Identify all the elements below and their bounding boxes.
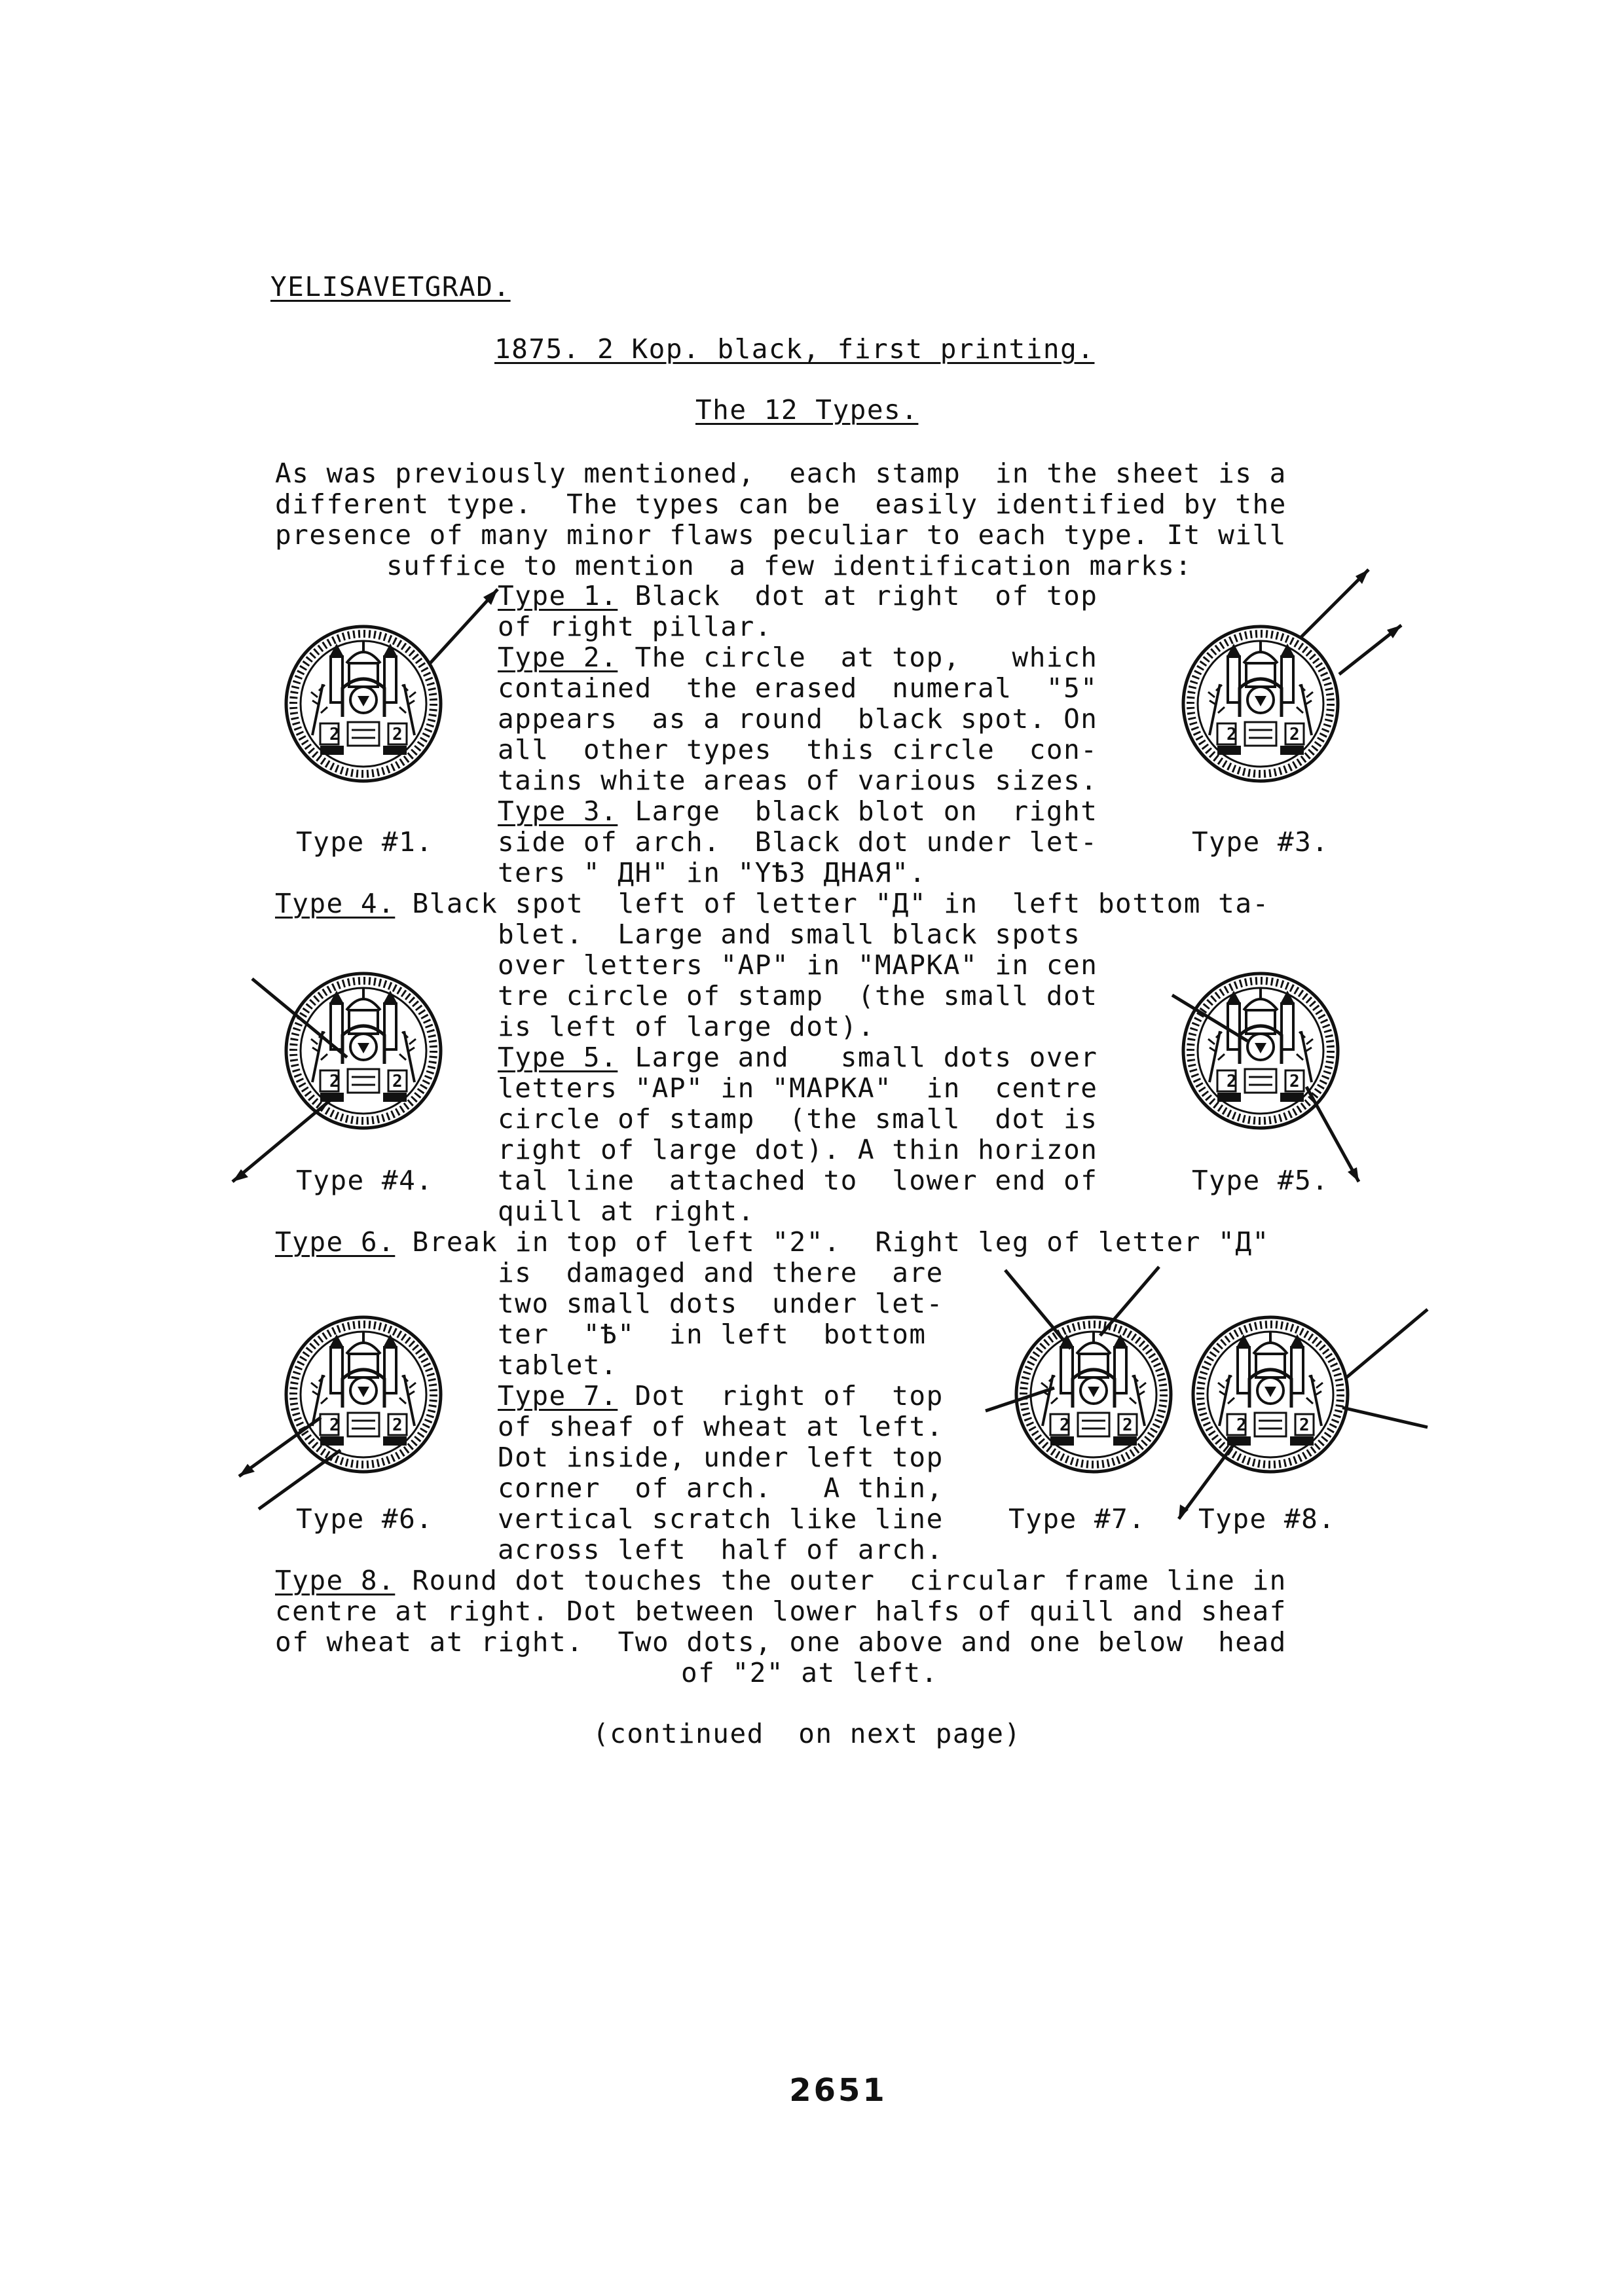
stamp-digit: 2 (329, 725, 340, 744)
arrowhead (1348, 1167, 1359, 1182)
type4-line: tre circle of stamp (the small dot (498, 980, 1098, 1011)
type1-heading: Type 1. (498, 580, 618, 611)
type3-line: side of arch. Black dot under let- (498, 826, 1098, 858)
type8-line: of wheat at right. Two dots, one above and one below head (275, 1626, 1287, 1658)
type6-text (275, 1227, 1270, 1258)
type2-line: all other types this circle con- (498, 734, 1098, 765)
arrowhead (483, 589, 498, 605)
type3-line: ters " ДН" in "YѢЗ ДНАЯ". (498, 857, 927, 888)
type7-line: across left half of arch. (498, 1534, 944, 1565)
arrowhead (1356, 570, 1369, 584)
stamp-digit: 2 (1289, 725, 1300, 744)
type6-line: is damaged and there are (498, 1257, 944, 1288)
type3-heading: Type 3. (498, 795, 618, 827)
type7-line: corner of arch. A thin, (498, 1472, 944, 1504)
types-subtitle: The 12 Types. (695, 394, 919, 426)
type5-line: Large and small dots over (618, 1042, 1098, 1073)
caption-type1: Type #1. (296, 826, 434, 858)
type5-heading: Type 5. (498, 1042, 618, 1073)
type8-line: Round dot touches the outer circular frame line in (395, 1565, 1287, 1596)
type6-heading: Type 6. (275, 1226, 396, 1258)
arrowhead (1387, 625, 1401, 638)
type7-line: vertical scratch like line (498, 1503, 944, 1535)
type2-text (498, 642, 1098, 673)
type8-line: centre at right. Dot between lower halfs of quill and sheaf (275, 1595, 1287, 1627)
stamp-type4-image (275, 962, 452, 1139)
type5-line: quill at right. (498, 1195, 755, 1227)
type7-heading: Type 7. (498, 1380, 618, 1412)
type7-text (498, 1381, 944, 1412)
type5-line: letters "AP" in "MAPKA" in centre (498, 1072, 1098, 1104)
type6-line: Break in top of left "2". Right leg of letter "Д" (395, 1226, 1270, 1258)
intro-line: suffice to mention a few identification marks: (386, 550, 1192, 581)
type2-line: contained the erased numeral "5" (498, 672, 1098, 704)
type5-text (498, 1042, 1098, 1073)
type3-text (498, 796, 1098, 827)
type2-heading: Type 2. (498, 642, 618, 673)
stamp-digit: 2 (392, 725, 403, 744)
caption-type5: Type #5. (1192, 1165, 1329, 1196)
type4-line: over letters "AP" in "MAPKA" in cen (498, 949, 1098, 981)
type5-line: tal line attached to lower end of (498, 1165, 1098, 1196)
stamp-digit: 2 (1289, 1072, 1300, 1091)
type2-line: The circle at top, which (618, 642, 1098, 673)
page-number: 2651 (789, 2072, 887, 2109)
type4-line: is left of large dot). (498, 1011, 876, 1042)
caption-type3: Type #3. (1192, 826, 1329, 858)
type7-line: Dot right of top (618, 1380, 944, 1412)
stamp-type5-image (1172, 962, 1349, 1139)
stamp-digit: 2 (392, 1072, 403, 1091)
caption-type4: Type #4. (296, 1165, 434, 1196)
arrowhead (1179, 1504, 1189, 1519)
continued-note: (continued on next page) (593, 1718, 1022, 1749)
stamp-digit: 2 (1227, 725, 1237, 744)
type1-text (498, 581, 1098, 611)
intro-line: As was previously mentioned, each stamp in the sheet is a (275, 458, 1287, 489)
issue-heading: 1875. 2 Kop. black, first printing. (494, 333, 1095, 365)
stamp-type7-image (1005, 1306, 1182, 1483)
type1-line: of right pillar. (498, 611, 772, 642)
caption-type8: Type #8. (1198, 1503, 1336, 1535)
stamp-digit: 2 (1236, 1415, 1247, 1435)
type8-text (275, 1565, 1287, 1596)
type1-line: Black dot at right of top (618, 580, 1098, 611)
type6-line: two small dots under let- (498, 1288, 944, 1319)
type6-line: tablet. (498, 1349, 618, 1381)
stamp-type3-image (1172, 615, 1349, 792)
caption-type7: Type #7. (1008, 1503, 1146, 1535)
stamp-type6-image (275, 1306, 452, 1483)
type7-line: of sheaf of wheat at left. (498, 1411, 944, 1442)
intro-line: presence of many minor flaws peculiar to each type. It will (275, 519, 1287, 551)
type7-line: Dot inside, under left top (498, 1442, 944, 1473)
type4-line: Black spot left of letter "Д" in left bottom ta- (395, 888, 1270, 919)
intro-line: different type. The types can be easily identified by the (275, 488, 1287, 520)
stamp-digit: 2 (1299, 1415, 1310, 1435)
type8-line: of "2" at left. (681, 1657, 938, 1688)
stamp-digit: 2 (1227, 1072, 1237, 1091)
type5-line: right of large dot). A thin horizon (498, 1134, 1098, 1165)
stamp-digit: 2 (1122, 1415, 1133, 1435)
arrowhead (232, 1169, 248, 1182)
caption-type6: Type #6. (296, 1503, 434, 1535)
stamp-digit: 2 (1060, 1415, 1070, 1435)
stamp-digit: 2 (329, 1072, 340, 1091)
stamp-digit: 2 (329, 1415, 340, 1435)
type4-text (275, 888, 1270, 919)
type2-line: appears as a round black spot. On (498, 703, 1098, 735)
stamp-type1-image (275, 615, 452, 792)
type8-heading: Type 8. (275, 1565, 396, 1596)
type5-line: circle of stamp (the small dot is (498, 1103, 1098, 1135)
type4-line: blet. Large and small black spots (498, 919, 1081, 950)
type6-line: ter "Ѣ" in left bottom (498, 1319, 927, 1350)
arrowhead (239, 1464, 255, 1476)
type3-line: Large black blot on right (618, 795, 1098, 827)
stamp-digit: 2 (392, 1415, 403, 1435)
type2-line: tains white areas of various sizes. (498, 765, 1098, 796)
city-heading: YELISAVETGRAD. (270, 271, 511, 302)
type4-heading: Type 4. (275, 888, 396, 919)
stamp-type8-image (1182, 1306, 1359, 1483)
